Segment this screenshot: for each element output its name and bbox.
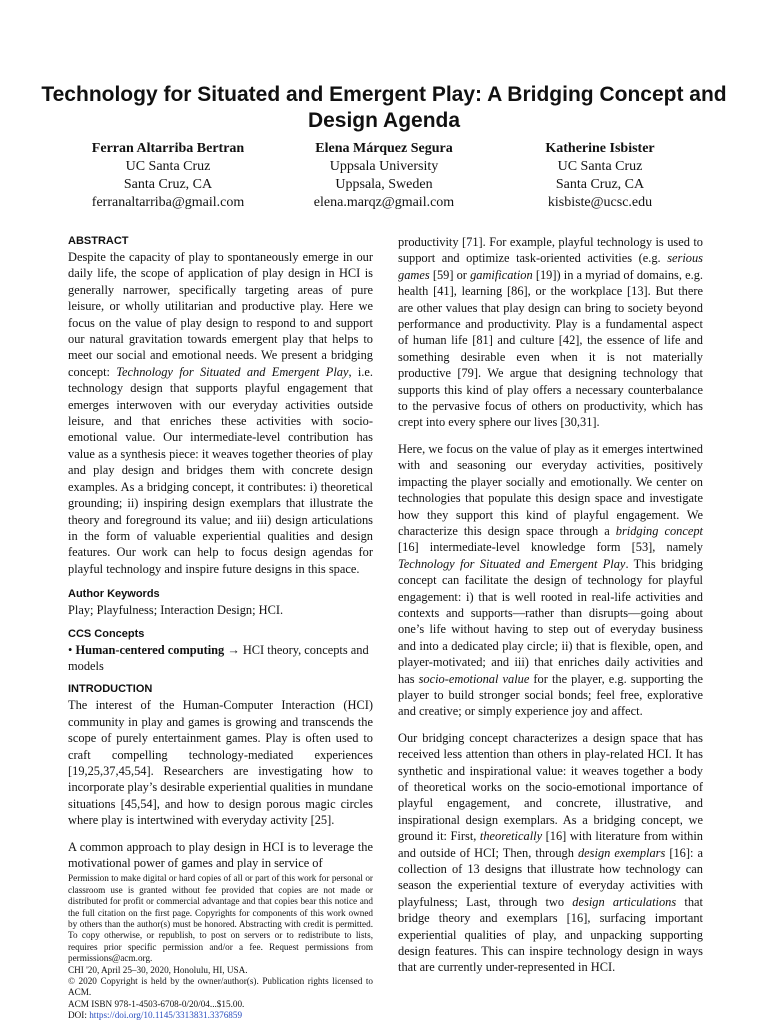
- author-email: kisbiste@ucsc.edu: [547, 195, 653, 210]
- copyright-line: © 2020 Copyright is held by the owner/author(s). Publication rights licensed to ACM.: [68, 976, 373, 998]
- author-affiliation: Uppsala University: [329, 159, 439, 174]
- author-block: [60, 140, 708, 212]
- intro-paragraph-2: A common approach to play design in HCI is to leverage the motivational power of games and play in service of: [68, 839, 373, 870]
- author-1: [60, 140, 276, 212]
- paper-title: Technology for Situated and Emergent Play: A Bridging Concept and Design Agenda: [41, 83, 727, 132]
- author-name: Katherine Isbister: [545, 141, 655, 156]
- author-3: [492, 140, 708, 212]
- ccs-heading: CCS Concepts: [68, 627, 145, 640]
- abstract-text: Despite the capacity of play to spontaneously emerge in our daily life, the scope of application of play design in HCI is generally narrower, specifically targeting areas of pure leisure, or wholly utilitarian and productive play. Here we focus on the value of play design to respond to and support our natural gravitation towards emergent play that helps to meet our social and emotional needs. We present a bridging concept: Technology for Situated and Emergent Play, i.e. technology design that supports playful engagement that emerges interwoven with our everyday activities outside leisure, and that enriches these activities with socio-emotional value. Our intermediate-level contribution has value as a synthesis piece: it weaves together theories of play and play design and bridges them with concrete design examples. As a bridging concept, it contributes: i) theoretical grounding; ii) inspiring design exemplars that illustrate the theory and foreground its value; and iii) design articulations in the form of valuable experiential qualities and design features. Our work can help to focus design agendas for playful technology and inspire future designs in this space.: [68, 250, 373, 576]
- right-paragraph-1: productivity [71]. For example, playful technology is used to support and optimize task-oriented activities (e.g. serious games [59] or gamification [19]) in a myriad of domains, e.g. health [41], learning [86], or the workplace [13]. But there are other values that play design can bring to society beyond performance and productivity. Play is a fundamental aspect of human life [81] and culture [42], the essence of life and something desirable even when it is not materially productive [79]. We argue that designing technology that supports this kind of play offers a necessary counterbalance to the pervasive focus of others on productivity, which has crept into every sphere our lives [30,31].: [398, 235, 703, 430]
- left-column: [68, 234, 373, 1022]
- abstract-heading: ABSTRACT: [68, 235, 129, 247]
- author-email: ferranaltarriba@gmail.com: [91, 195, 245, 210]
- keywords-heading: Author Keywords: [68, 588, 160, 601]
- doi-line: DOI: https://doi.org/10.1145/3313831.3376859: [68, 1010, 243, 1021]
- author-location: Santa Cruz, CA: [555, 177, 645, 192]
- ccs-text: • Human-centered computing → HCI theory, concepts and models: [68, 642, 369, 673]
- intro-paragraph-1: The interest of the Human-Computer Interaction (HCI) community in play and games is growing and transcends the scope of purely entertainment games. Play is often used to craft compelling technology-mediated experiences [19,25,37,45,54]. Researchers are investigating how to incorporate play’s desirable experiential qualities in mundane situations [45,54], and how to design porous magic circles where play is intertwined with everyday activity [25].: [68, 698, 373, 828]
- doi-link[interactable]: https://doi.org/10.1145/3313831.3376859: [89, 1010, 243, 1021]
- keywords-text: Play; Playfulness; Interaction Design; HCI.: [68, 603, 284, 618]
- author-name: Ferran Altarriba Bertran: [91, 141, 245, 156]
- introduction-heading: INTRODUCTION: [68, 683, 153, 696]
- author-name: Elena Márquez Segura: [315, 141, 453, 156]
- author-affiliation: UC Santa Cruz: [557, 159, 643, 174]
- author-location: Uppsala, Sweden: [335, 177, 433, 192]
- right-paragraph-2: Here, we focus on the value of play as it emerges intertwined with and seasoning our everyday activities, positively impacting the player socially and emotionally. We center on technologies that populate this design space and investigate how they support this kind of playful engagement. We characterize this design space through a bridging concept [16] intermediate-level knowledge form [53], namely Technology for Situated and Emergent Play. This bridging concept can facilitate the design of technology for playful engagement: i) that is well rooted in real-life activities and contexts and supports—rather than disrupts—going about one’s life without having to step out of everyday business and into a dedicated play circle; ii) that is flexible, open, and player-motivated; and iii) that enriches daily activities and has socio-emotional value for the player, e.g. supporting the player to build stronger social bonds; feel free, explorative and creative; or simply experience joy and affect.: [398, 441, 704, 719]
- right-paragraph-3: Our bridging concept characterizes a design space that has received less attention than others in play-related HCI. It has synthetic and inspirational value: it weaves together a body of theoretical works on the socio-emotional importance of playful engagement, and concrete, illustrative, and inspirational design exemplars. As a bridging concept, we ground it: First, theoretically [16] with literature from within and outside of HCI; Then, through design exemplars [16]: a collection of 13 designs that illustrate how technology can season the experiential texture of everyday activities with playfulness; Last, through two design articulations that bridge theory and exemplars [16], surfacing important experiential qualities of play, and unpacking supporting design features. This can inspire technology design in ways that are currently under-represented in HCI.: [398, 730, 704, 975]
- author-email: elena.marqz@gmail.com: [313, 195, 455, 210]
- permission-block: [68, 873, 373, 1021]
- right-column: [398, 234, 703, 986]
- author-2: [276, 140, 492, 212]
- permission-text: Permission to make digital or hard copies of all or part of this work for personal or classroom use is granted without fee provided that copies are not made or distributed for profit or commercial advantage and that copies bear this notice and the full citation on the first page. Copyrights for components of this work owned by others than the author(s) must be honored. Abstracting with credit is permitted. To copy otherwise, or republish, to post on servers or to redistribute to lists, requires prior specific permission and/or a fee. Request permissions from permissions@acm.org.: [68, 873, 373, 964]
- conference-line: CHI '20, April 25–30, 2020, Honolulu, HI, USA.: [68, 964, 248, 975]
- isbn-line: ACM ISBN 978-1-4503-6708-0/20/04...$15.00.: [68, 998, 245, 1009]
- author-location: Santa Cruz, CA: [123, 177, 213, 192]
- author-affiliation: UC Santa Cruz: [125, 159, 211, 174]
